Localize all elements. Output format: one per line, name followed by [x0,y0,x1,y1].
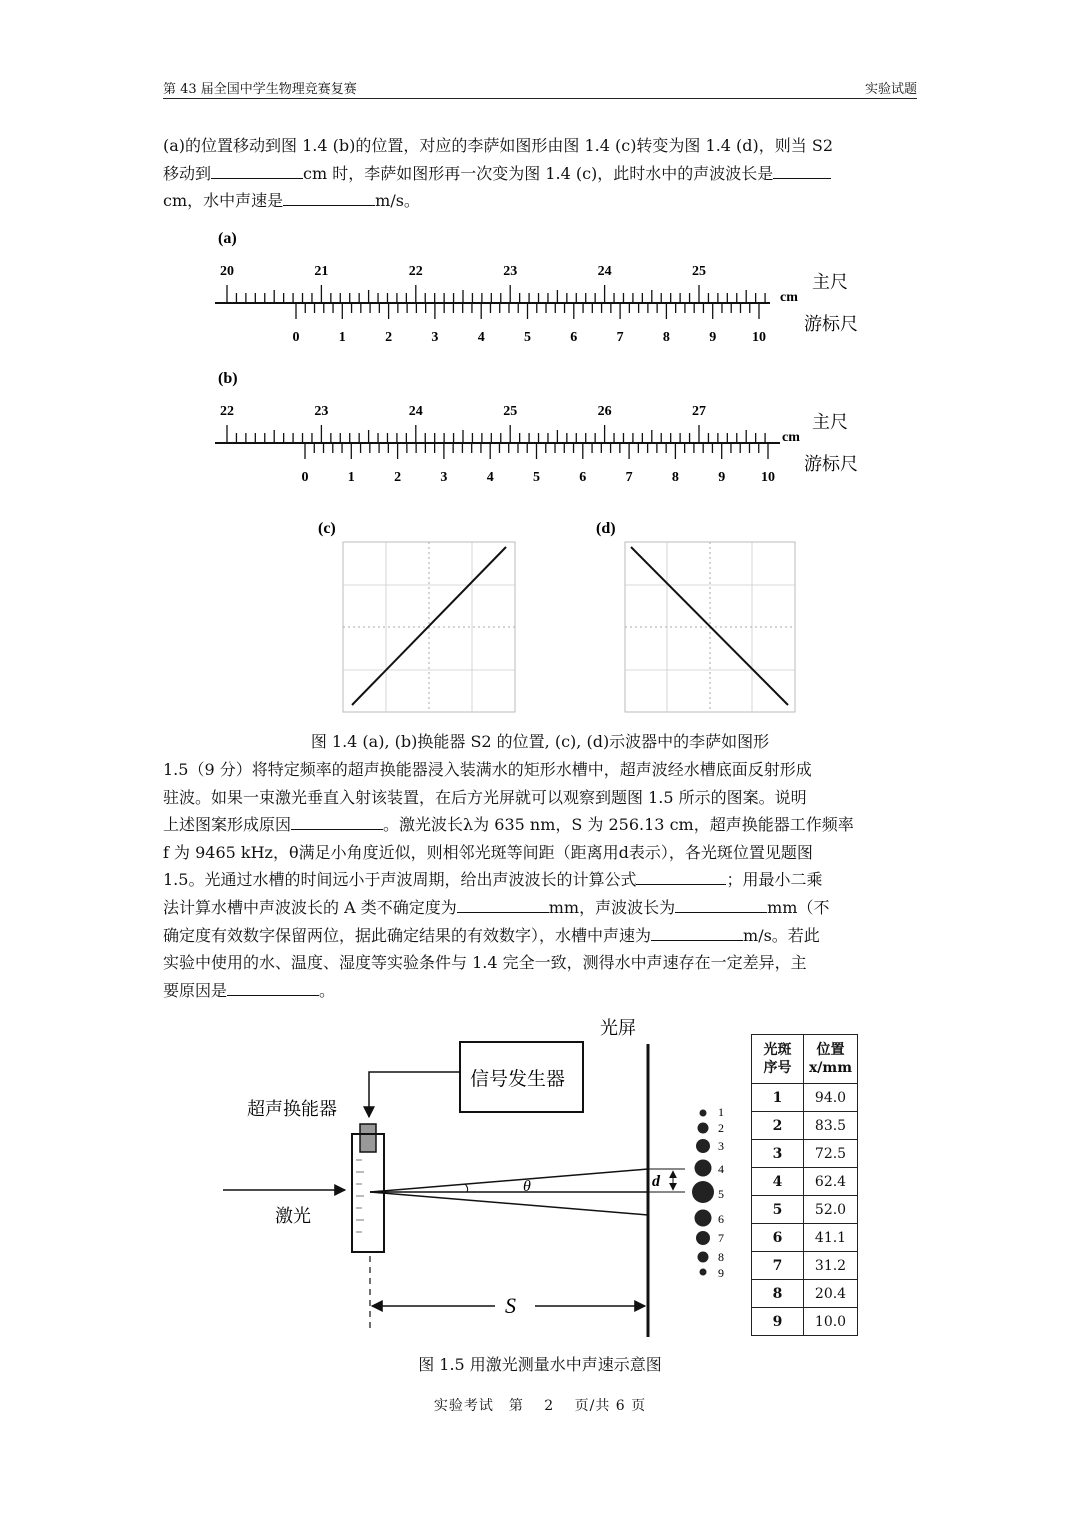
spot-label: 4 [718,1162,724,1176]
table-row [752,1140,858,1168]
main-scale-label: 27 [692,404,706,419]
table-row [752,1252,858,1280]
light-spot [698,1123,709,1134]
line: f 为 9465 kHz，θ满足小角度近似，则相邻光斑等间距（距离用d表示），各光斑位置见题图 [163,842,813,862]
table-header-row [752,1035,858,1084]
spot-index: 2 [752,1112,804,1140]
spot-index: 6 [752,1224,804,1252]
oscilloscope-d [593,515,803,715]
answer-blank[interactable] [636,867,726,885]
vernier-scale-label: 6 [579,470,587,485]
vernier-scale-label: 7 [625,470,633,485]
unit-label: cm [780,290,798,305]
main-scale-label: 24 [408,404,423,419]
table-row [752,1196,858,1224]
paragraph-1-4-continued [163,132,918,215]
line: 上述图案形成原因 。激光波长λ为 635 nm，S 为 256.13 cm，超声换能器工作频率 [163,811,918,839]
spot-index: 1 [752,1084,804,1112]
d-label: d [652,1173,660,1190]
spot-position: 94.0 [804,1084,858,1112]
line: 实验中使用的水、温度、湿度等实验条件与 1.4 完全一致，测得水中声速存在一定差异，主 [163,953,807,973]
S-label: S [505,1293,516,1318]
vernier-scale-label: 2 [394,470,402,485]
answer-blank[interactable] [283,188,375,206]
vernier-scale-label: 5 [524,330,531,345]
vernier-scale-label: 0 [301,470,309,485]
light-spot [700,1269,707,1276]
light-spot [698,1252,709,1263]
line: 1.5。光通过水槽的时间远小于声波周期，给出声波波长的计算公式 ；用最小二乘 [163,866,918,894]
header-left: 第 43 届全国中学生物理竞赛复赛 [163,82,357,97]
vernier-scale-name: 游标尺 [804,314,858,334]
vernier-scale-label: 3 [440,470,448,485]
figure-1-4-caption: 图 1.4 (a), (b)换能器 S2 的位置, (c), (d)示波器中的李萨如图形 [310,732,770,751]
vernier-diagram-a [210,225,880,355]
lissajous-line-d [631,547,788,705]
spot-index: 7 [752,1252,804,1280]
line: 确定度有效数字保留两位，据此确定结果的有效数字），水槽中声速为 m/s。若此 [163,922,918,950]
header-position: 位置 x/mm [804,1035,858,1084]
spot-position-table [751,1034,858,1336]
light-spot [696,1139,710,1153]
transducer-label: 超声换能器 [247,1099,337,1119]
vernier-scale-label: 8 [671,470,679,485]
spot-position: 62.4 [804,1168,858,1196]
main-scale-label: 20 [220,264,234,279]
header-right: 实验试题 [864,82,917,97]
page-footer: 实验考试 第 2 页/共 6 页 [433,1398,647,1414]
spot-index: 8 [752,1280,804,1308]
spot-label: 2 [718,1121,724,1135]
table-row [752,1308,858,1336]
vernier-scale-label: 9 [709,330,717,345]
vernier-scale-label: 10 [761,470,775,485]
spot-label: 1 [718,1105,724,1119]
spot-label: 9 [718,1266,724,1280]
unit-label: cm [782,430,800,445]
main-scale-label: 25 [692,264,706,279]
spot-label: 6 [718,1212,724,1226]
table-row [752,1168,858,1196]
table-row [752,1112,858,1140]
vernier-scale-name: 游标尺 [804,454,858,474]
generator-label: 信号发生器 [470,1069,566,1090]
main-scale-label: 23 [314,404,329,419]
spot-position: 20.4 [804,1280,858,1308]
answer-blank[interactable] [773,161,831,179]
vernier-scale-label: 6 [570,330,578,345]
laser-label: 激光 [275,1206,311,1226]
vernier-scale-label: 1 [347,470,355,485]
line: 驻波。如果一束激光垂直入射该装置，在后方光屏就可以观察到题图 1.5 所示的图案。说明 [163,787,807,807]
laser-setup-diagram [215,1012,745,1342]
vernier-scale-label: 5 [533,470,540,485]
spot-index: 4 [752,1168,804,1196]
table-row [752,1280,858,1308]
main-scale-label: 22 [220,404,234,419]
spot-index: 5 [752,1196,804,1224]
paragraph-1-5 [163,756,918,1004]
answer-blank[interactable] [457,895,549,913]
spot-label: 7 [718,1231,724,1245]
spot-position: 31.2 [804,1252,858,1280]
light-spot [700,1110,707,1117]
transducer [360,1124,376,1152]
spot-position: 83.5 [804,1112,858,1140]
vernier-scale-label: 0 [292,330,300,345]
oscilloscope-c [315,515,525,715]
spot-position: 72.5 [804,1140,858,1168]
spot-position: 41.1 [804,1224,858,1252]
main-scale-label: 22 [408,264,423,279]
line: 1.5（9 分）将特定频率的超声换能器浸入装满水的矩形水槽中，超声波经水槽底面反射形成 [163,760,812,779]
scope-c-label: (c) [318,520,336,537]
page-header [163,76,917,99]
table-row [752,1084,858,1112]
light-spot [696,1231,710,1245]
main-scale-label: 21 [314,264,329,279]
vernier-scale-label: 2 [385,330,393,345]
line: 要原因是 。 [163,977,918,1005]
vernier-scale-label: 10 [752,330,766,345]
figure-1-5-caption: 图 1.5 用激光测量水中声速示意图 [418,1355,662,1374]
main-scale-label: 25 [503,404,518,419]
main-scale-label: 24 [597,264,612,279]
main-scale-label: 23 [503,264,518,279]
spot-index: 9 [752,1308,804,1336]
vernier-scale-label: 3 [431,330,439,345]
answer-blank[interactable] [651,923,743,941]
spot-label: 3 [718,1139,724,1153]
answer-blank[interactable] [291,812,383,830]
spot-position: 52.0 [804,1196,858,1224]
spot-label: 8 [718,1250,724,1264]
diffraction-spots [692,1105,724,1280]
spot-index: 3 [752,1140,804,1168]
spot-position: 10.0 [804,1308,858,1336]
light-spot [695,1160,712,1177]
vernier-b-label: (b) [218,370,238,387]
main-scale-name: 主尺 [812,272,848,292]
scope-d-label: (d) [596,520,616,537]
vernier-scale-label: 8 [662,330,670,345]
line: cm，水中声速是 m/s。 [163,187,918,215]
line: 移动到 cm 时，李萨如图形再一次变为图 1.4 (c)，此时水中的声波波长是 [163,160,918,188]
theta-label: θ [523,1178,531,1195]
main-scale-name: 主尺 [812,412,848,432]
line: (a)的位置移动到图 1.4 (b)的位置，对应的李萨如图形由图 1.4 (c)转变为图 1.4 (d)，则当 S2 [163,136,834,155]
answer-blank[interactable] [675,895,767,913]
line: 法计算水槽中声波波长的 A 类不确定度为 mm，声波波长为 mm（不 [163,894,918,922]
spot-label: 5 [718,1187,724,1201]
vernier-scale-label: 9 [718,470,726,485]
table-row [752,1224,858,1252]
main-scale-label: 26 [597,404,612,419]
lissajous-line-c [352,547,506,705]
vernier-scale-label: 4 [477,330,485,345]
vernier-a-label: (a) [218,230,237,247]
light-spot [692,1181,714,1203]
vernier-scale-label: 7 [616,330,624,345]
vernier-scale-label: 4 [486,470,494,485]
screen-label: 光屏 [600,1018,636,1038]
light-spot [695,1210,712,1227]
answer-blank[interactable] [227,978,319,996]
vernier-scale-label: 1 [338,330,346,345]
vernier-diagram-b [210,365,880,495]
header-spot-index: 光斑 序号 [752,1035,804,1084]
answer-blank[interactable] [211,161,303,179]
